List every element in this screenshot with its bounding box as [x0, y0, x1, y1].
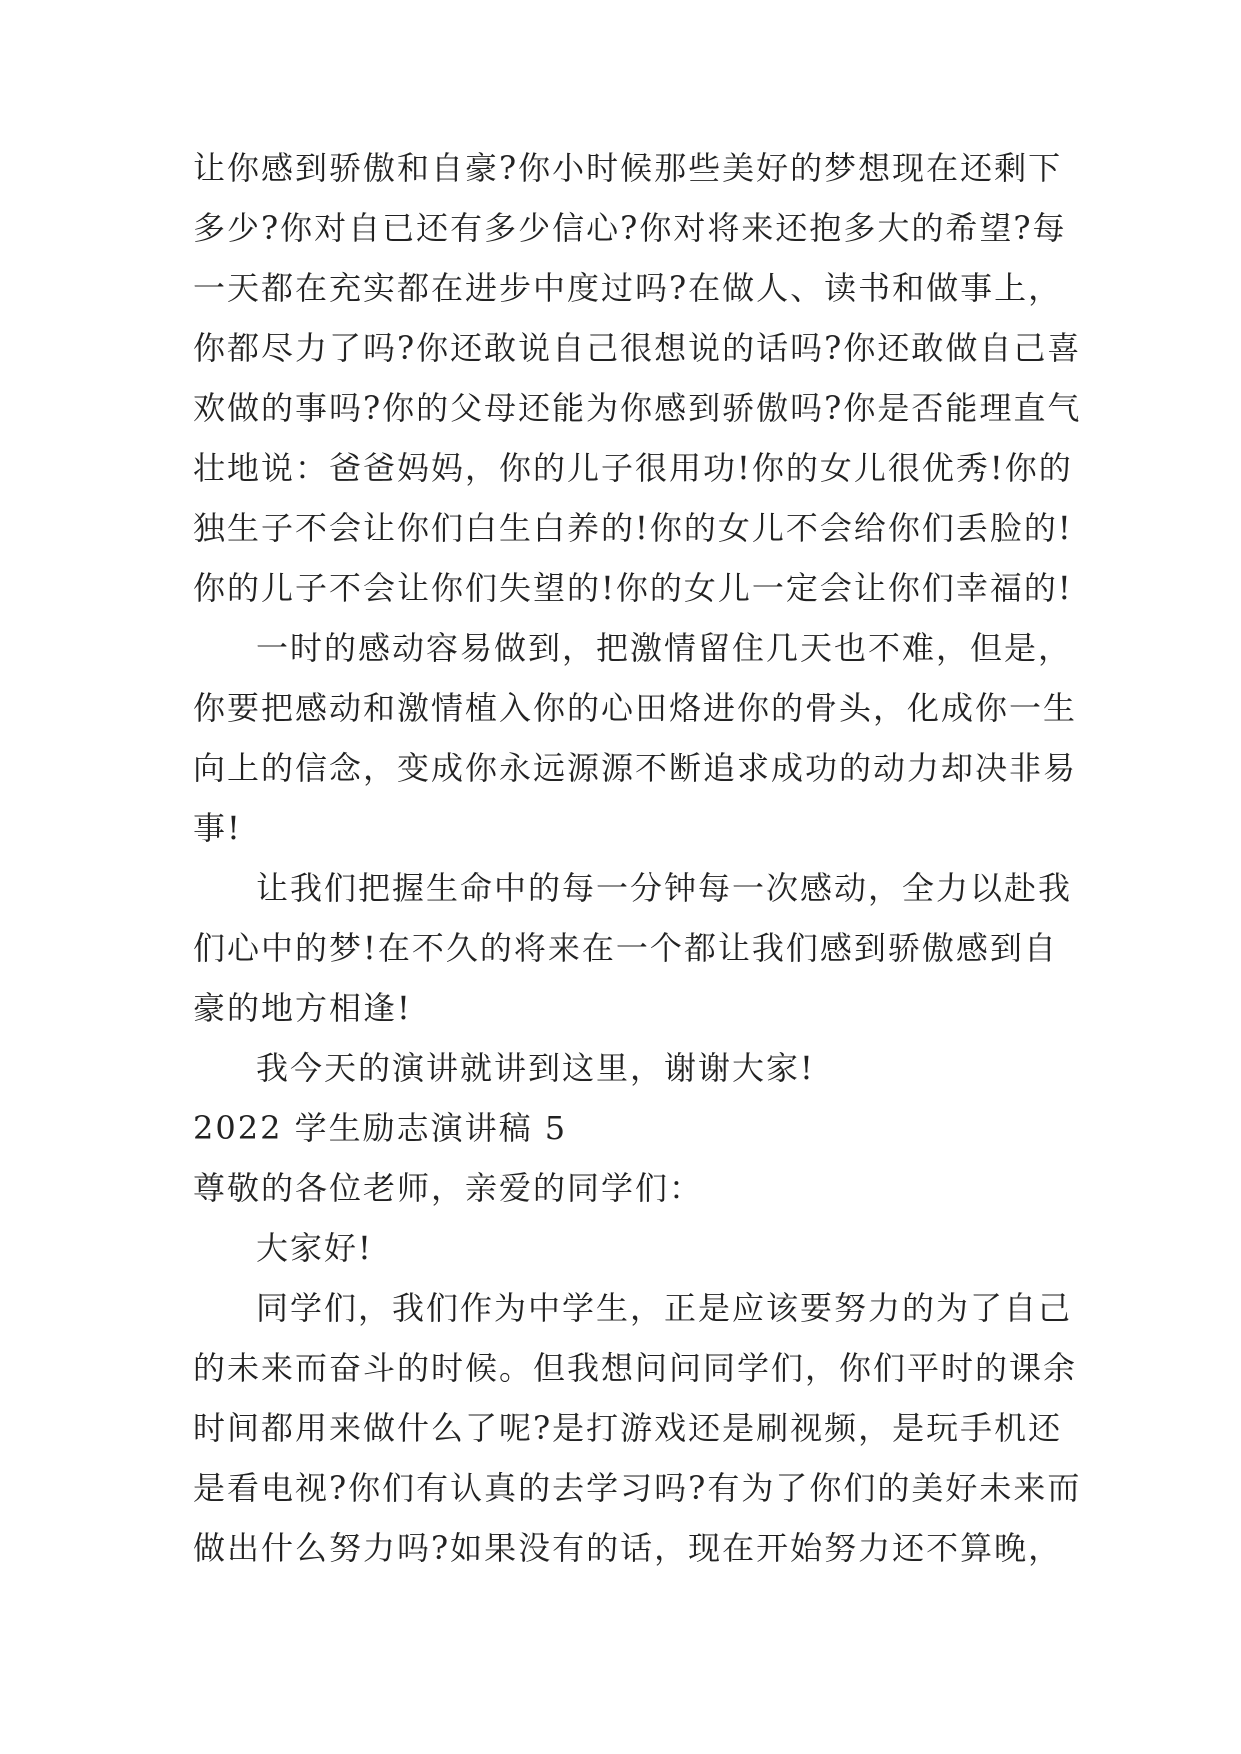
paragraph-start-line: 让我们把握生命中的每一分钟每一次感动，全力以赴我	[256, 869, 1073, 907]
text-line: 独生子不会让你们白生白养的!你的女儿不会给你们丢脸的!	[193, 509, 1073, 547]
text-line: 你的儿子不会让你们失望的!你的女儿一定会让你们幸福的!	[193, 569, 1073, 607]
text-line: 时间都用来做什么了呢?是打游戏还是刷视频，是玩手机还	[193, 1409, 1063, 1447]
text-line: 豪的地方相逢!	[193, 989, 412, 1027]
text-line: 多少?你对自已还有多少信心?你对将来还抱多大的希望?每	[193, 209, 1067, 247]
text-line: 欢做的事吗?你的父母还能为你感到骄傲吗?你是否能理直气	[193, 389, 1082, 427]
text-line: 你都尽力了吗?你还敢说自己很想说的话吗?你还敢做自己喜	[193, 329, 1082, 367]
salutation-line: 尊敬的各位老师，亲爱的同学们：	[193, 1169, 704, 1207]
text-line: 一天都在充实都在进步中度过吗?在做人、读书和做事上，	[193, 269, 1063, 307]
section-heading: 2022 学生励志演讲稿 5	[193, 1109, 568, 1147]
paragraph-start-line: 一时的感动容易做到，把激情留住几天也不难，但是，	[256, 629, 1073, 667]
text-line: 是看电视?你们有认真的去学习吗?有为了你们的美好未来而	[193, 1469, 1082, 1507]
text-line: 事!	[193, 809, 242, 847]
greeting-line: 大家好!	[256, 1229, 373, 1267]
text-line: 们心中的梦!在不久的将来在一个都让我们感到骄傲感到自	[193, 929, 1058, 967]
text-line: 壮地说：爸爸妈妈，你的儿子很用功!你的女儿很优秀!你的	[193, 449, 1073, 487]
text-line: 让你感到骄傲和自豪?你小时候那些美好的梦想现在还剩下	[193, 149, 1063, 187]
text-line: 你要把感动和激情植入你的心田烙进你的骨头，化成你一生	[193, 689, 1078, 727]
text-line: 的未来而奋斗的时候。但我想问问同学们，你们平时的课余	[193, 1349, 1078, 1387]
paragraph-start-line: 同学们，我们作为中学生，正是应该要努力的为了自己	[256, 1289, 1073, 1327]
text-line: 做出什么努力吗?如果没有的话，现在开始努力还不算晚，	[193, 1529, 1063, 1567]
text-line: 向上的信念，变成你永远源源不断追求成功的动力却决非易	[193, 749, 1078, 787]
paragraph-start-line: 我今天的演讲就讲到这里，谢谢大家!	[256, 1049, 815, 1087]
